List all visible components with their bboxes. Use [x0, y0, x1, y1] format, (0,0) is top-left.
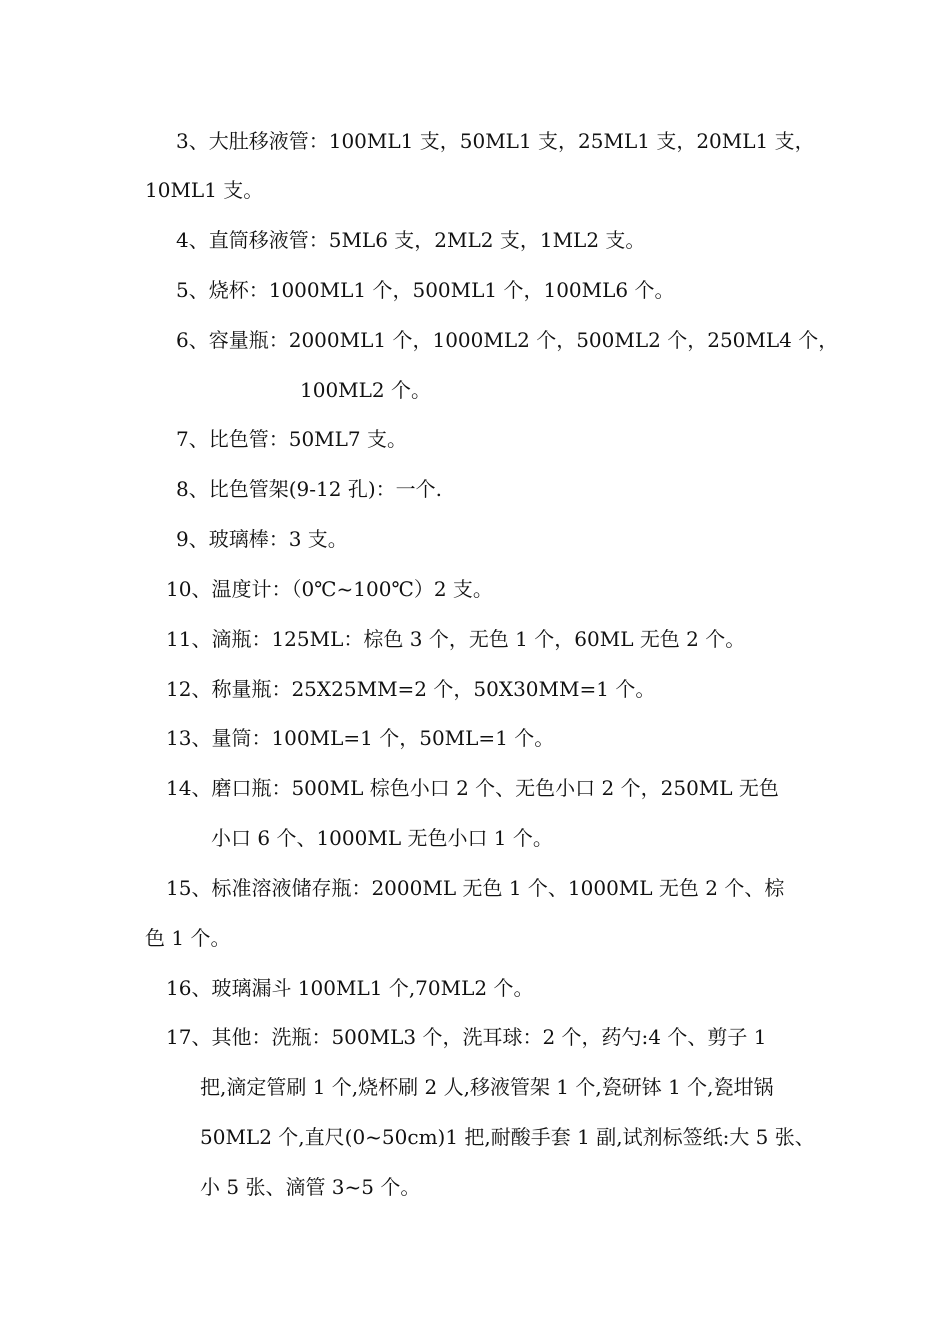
- item-16-line-1: 16、玻璃漏斗 100ML1 个,70ML2 个。: [166, 976, 534, 1000]
- item-9-line-1: 9、玻璃棒：3 支。: [176, 527, 348, 551]
- item-6-line-1: 6、容量瓶：2000ML1 个，1000ML2 个，500ML2 个，250ML4 个，: [176, 328, 839, 352]
- item-11-line-1: 11、滴瓶：125ML：棕色 3 个，无色 1 个，60ML 无色 2 个。: [166, 627, 746, 651]
- item-10-line-1: 10、温度计：（0℃~100℃）2 支。: [166, 577, 493, 601]
- item-14-line-2: 小口 6 个、1000ML 无色小口 1 个。: [211, 826, 553, 850]
- item-3-line-2: 10ML1 支。: [145, 178, 264, 202]
- item-13-line-1: 13、量筒：100ML=1 个，50ML=1 个。: [166, 726, 555, 750]
- item-17-line-4: 小 5 张、滴管 3~5 个。: [200, 1175, 421, 1199]
- item-4-line-1: 4、直筒移液管：5ML6 支，2ML2 支，1ML2 支。: [176, 228, 646, 252]
- item-3-line-1: [176, 126, 838, 156]
- item-6-line-2: 100ML2 个。: [300, 378, 432, 402]
- item-15-line-2: 色 1 个。: [145, 926, 231, 950]
- item-8-line-1: 8、比色管架(9-12 孔)：一个.: [176, 477, 442, 501]
- item-15-line-1: 15、标准溶液储存瓶：2000ML 无色 1 个、1000ML 无色 2 个、棕: [166, 876, 785, 900]
- item-17-line-3: 50ML2 个,直尺(0~50cm)1 把,耐酸手套 1 副,试剂标签纸:大 5 张、: [200, 1125, 815, 1149]
- item-12-line-1: 12、称量瓶：25X25MM=2 个，50X30MM=1 个。: [166, 677, 656, 701]
- item-17-line-1: 17、其他：洗瓶：500ML3 个，洗耳球：2 个，药勺:4 个、剪子 1: [166, 1025, 767, 1049]
- item-7-line-1: 7、比色管：50ML7 支。: [176, 427, 408, 451]
- item-5-line-1: 5、烧杯：1000ML1 个，500ML1 个，100ML6 个。: [176, 278, 675, 302]
- item-14-line-1: 14、磨口瓶：500ML 棕色小口 2 个、无色小口 2 个，250ML 无色: [166, 776, 779, 800]
- item-3-line-1-text: 3、大肚移液管：100ML1 支，50ML1 支，25ML1 支，20ML1 支，: [176, 129, 815, 153]
- item-17-line-2: 把,滴定管刷 1 个,烧杯刷 2 人,移液管架 1 个,瓷研钵 1 个,瓷坩锅: [200, 1075, 774, 1099]
